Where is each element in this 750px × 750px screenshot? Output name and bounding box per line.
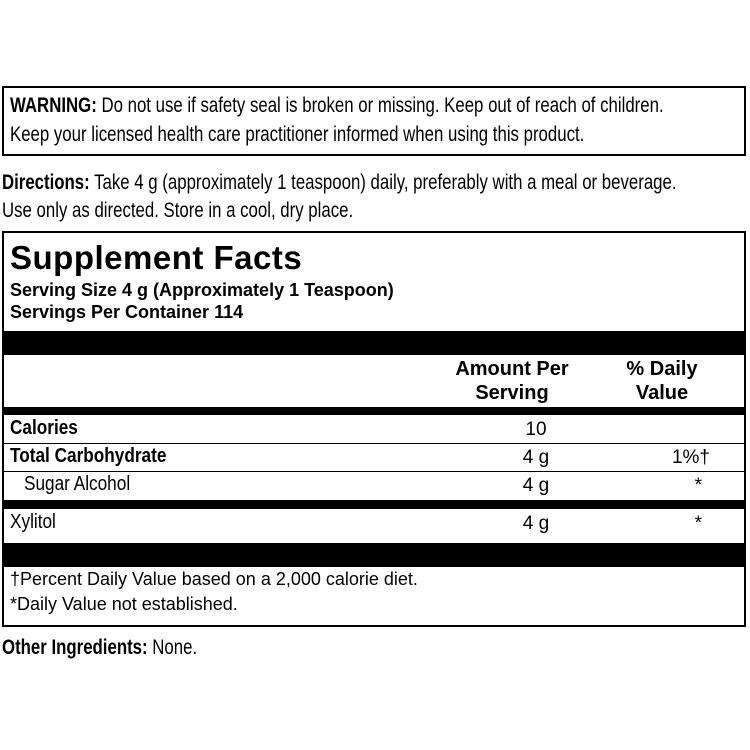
other-ingredients-label: Other Ingredients: [2, 636, 148, 659]
amount-per-serving-header [442, 357, 582, 405]
warning-line-1 [10, 94, 664, 118]
warning-line-2 [10, 123, 584, 147]
directions-text-2: Use only as directed. Store in a cool, dry place. [2, 199, 354, 222]
directions-line-1 [2, 171, 677, 195]
row-divider [4, 443, 744, 444]
warning-text-1: Do not use if safety seal is broken or missing. Keep out of reach of children. [101, 94, 664, 117]
row-divider [4, 471, 744, 472]
facts-title: Supplement Facts [10, 239, 303, 276]
row-carbohydrate-label: Total Carbohydrate [10, 445, 167, 467]
amount-header-line-1: Amount Per [455, 358, 569, 380]
row-calories-amount: 10 [525, 419, 547, 440]
dv-header-line-1: % Daily [626, 358, 698, 380]
serving-size: Serving Size 4 g (Approximately 1 Teaspoon) [10, 280, 394, 300]
row-sugar-alcohol-label: Sugar Alcohol [24, 473, 131, 495]
amount-header-line-2: Serving [475, 382, 549, 404]
row-carbohydrate-dv: 1%† [671, 447, 710, 468]
row-calories-label: Calories [10, 417, 78, 439]
medium-divider-2 [4, 500, 744, 509]
dv-header-line-2: Value [635, 382, 689, 404]
thick-divider-top [4, 331, 744, 355]
daily-value-header [602, 357, 722, 405]
row-xylitol-amount: 4 g [522, 513, 550, 534]
footnote-percent-dv: †Percent Daily Value based on a 2,000 calorie diet. [10, 569, 418, 589]
warning-text-2: Keep your licensed health care practitioner informed when using this product. [10, 123, 585, 146]
thick-divider-bottom [4, 543, 744, 567]
supplement-facts-panel [2, 231, 746, 627]
row-sugar-alcohol-dv: * [694, 475, 702, 496]
other-ingredients [2, 636, 197, 660]
directions-text-1: Take 4 g (approximately 1 teaspoon) daily, preferably with a meal or beverage. [94, 171, 677, 194]
warning-box [2, 86, 746, 156]
row-xylitol-label: Xylitol [10, 511, 56, 533]
footnote-dv-not-established: *Daily Value not established. [10, 594, 238, 614]
row-xylitol-dv: * [694, 513, 702, 534]
directions-label: Directions: [2, 171, 90, 194]
other-ingredients-value: None. [152, 636, 198, 659]
medium-divider [4, 407, 744, 415]
servings-per-container: Servings Per Container 114 [10, 302, 244, 322]
row-carbohydrate-amount: 4 g [522, 447, 550, 468]
directions-line-2 [2, 199, 353, 223]
warning-label: WARNING: [10, 94, 97, 117]
row-sugar-alcohol-amount: 4 g [522, 475, 550, 496]
